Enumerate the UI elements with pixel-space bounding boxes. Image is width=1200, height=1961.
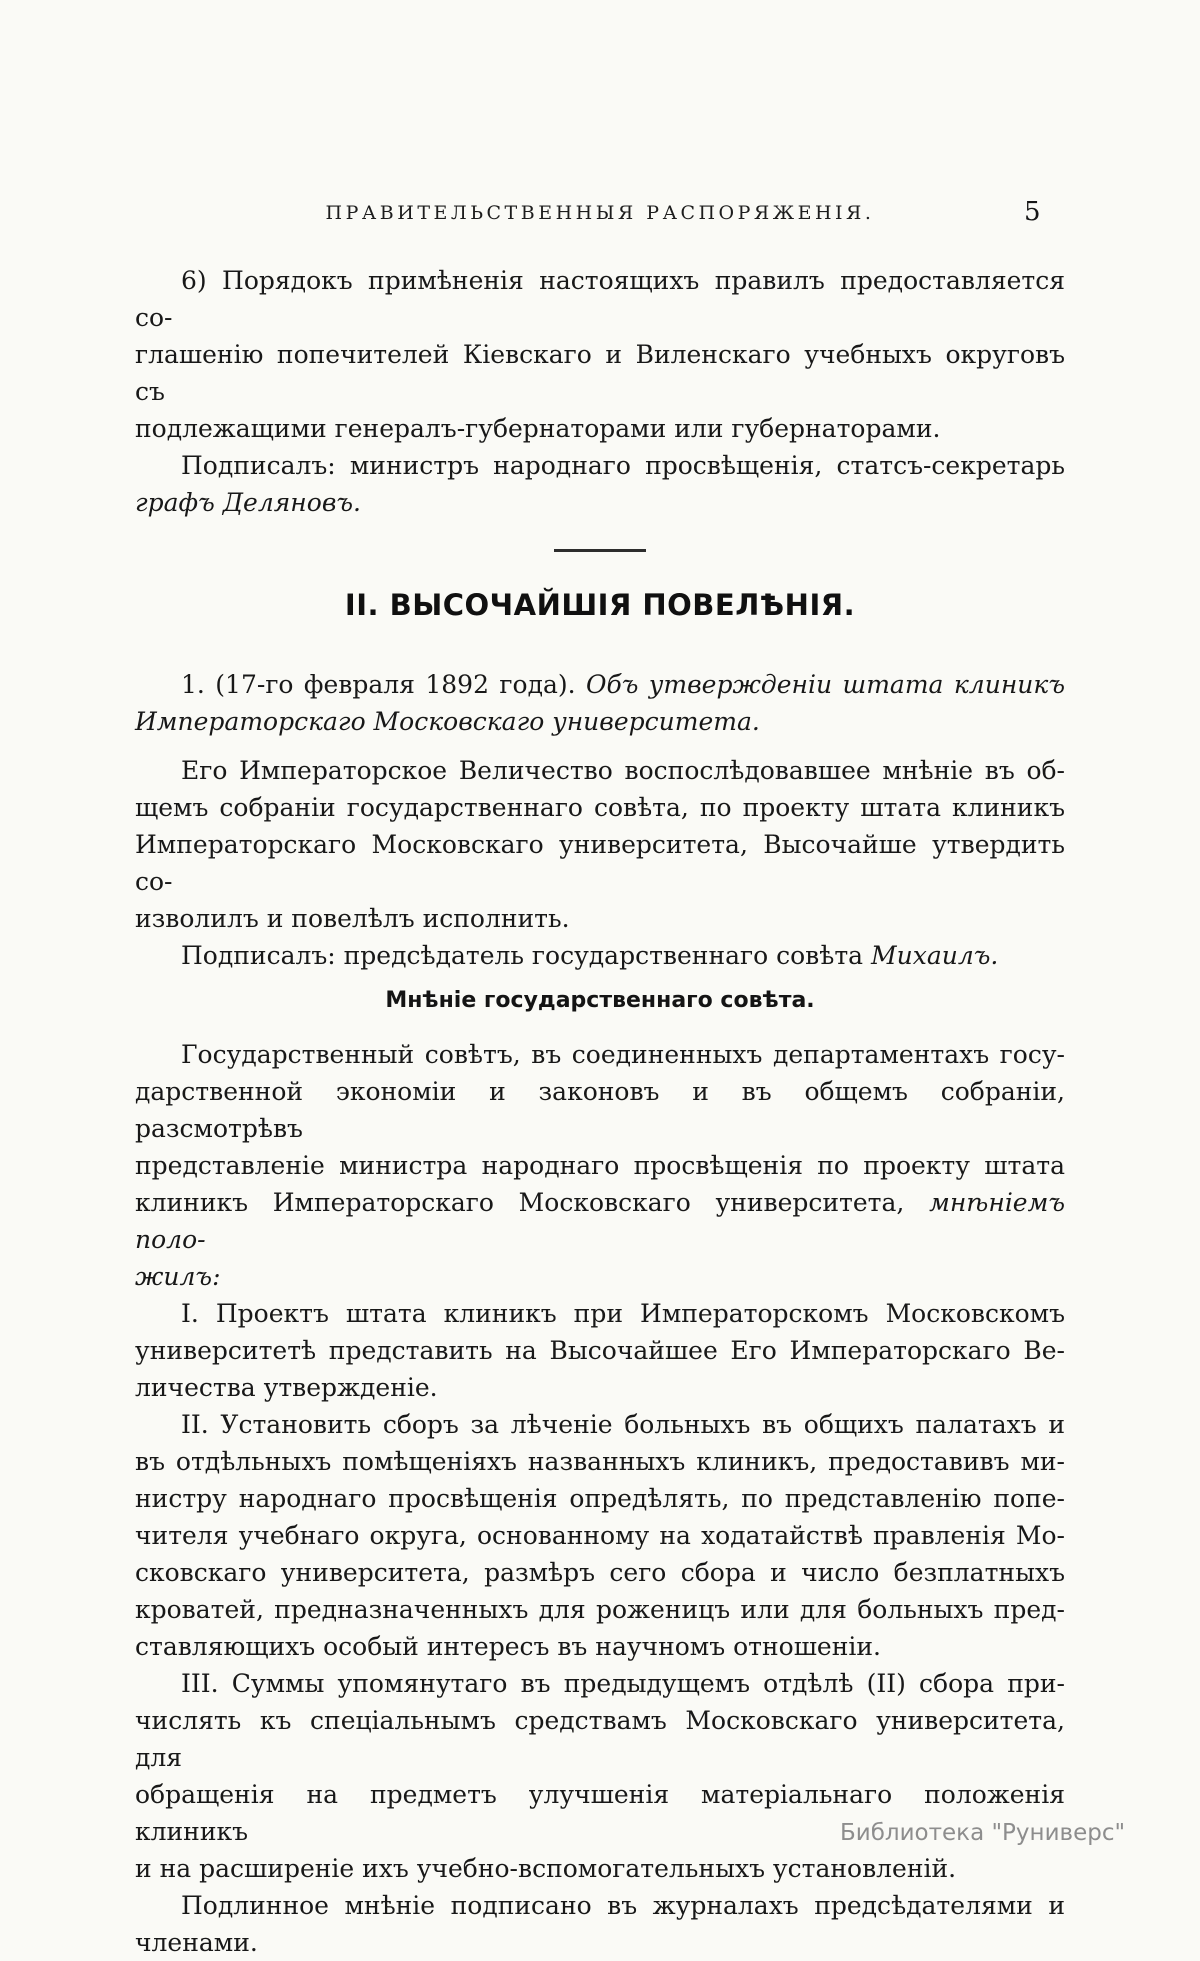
text-line xyxy=(135,447,1065,484)
text-segment: клиникъ Императорскаго Московскаго университета, xyxy=(135,1188,930,1217)
text-segment: членами. xyxy=(135,1928,258,1957)
para-imperial-will xyxy=(135,752,1065,937)
text-segment: Подлинное мнѣніе подписано въ журналахъ предсѣдателями и xyxy=(181,1891,1065,1920)
para-council-opinion xyxy=(135,1036,1065,1295)
text-line xyxy=(135,1369,1065,1406)
text-segment: Подписалъ: министръ народнаго просвѣщенія, статсъ-секретарь xyxy=(181,451,1065,480)
text-segment: въ отдѣльныхъ помѣщеніяхъ названныхъ клиникъ, предоставивъ ми- xyxy=(135,1447,1065,1476)
text-line xyxy=(135,1850,1065,1887)
text-segment: Императорскаго Московскаго университета. xyxy=(135,707,760,736)
text-segment: дарственной экономіи и законовъ и въ общемъ собраніи, разсмотрѣвъ xyxy=(135,1077,1065,1143)
text-line xyxy=(135,336,1065,410)
text-line xyxy=(135,666,1065,703)
text-segment: Государственный совѣтъ, въ соединенныхъ департаментахъ госу- xyxy=(181,1040,1065,1069)
text-line xyxy=(135,1443,1065,1480)
text-line xyxy=(135,1406,1065,1443)
text-segment: жилъ: xyxy=(135,1262,221,1291)
text-line xyxy=(135,1332,1065,1369)
text-segment: глашенію попечителей Кіевскаго и Виленскаго учебныхъ округовъ съ xyxy=(135,340,1065,406)
text-line xyxy=(135,1036,1065,1073)
para-point-iii xyxy=(135,1665,1065,1887)
text-segment: II. Установить сборъ за лѣченіе больныхъ въ общихъ палатахъ и xyxy=(181,1410,1065,1439)
running-header-title: ПРАВИТЕЛЬСТВЕННЫЯ РАСПОРЯЖЕНІЯ. xyxy=(325,202,875,224)
text-segment: сковскаго университета, размѣръ сего сбора и число безплатныхъ xyxy=(135,1558,1065,1587)
text-line xyxy=(135,1480,1065,1517)
text-segment: обращенія на предметъ улучшенія матеріальнаго положенія клиникъ xyxy=(135,1780,1065,1846)
text-line xyxy=(135,1517,1065,1554)
text-line xyxy=(135,1924,1065,1961)
text-line xyxy=(135,1665,1065,1702)
text-line xyxy=(135,752,1065,789)
text-line xyxy=(135,1887,1065,1924)
text-segment: I. Проектъ штата клиникъ при Императорскомъ Московскомъ xyxy=(181,1299,1065,1328)
text-segment: кроватей, предназначенныхъ для роженицъ или для больныхъ пред- xyxy=(135,1595,1065,1624)
text-line xyxy=(135,937,1065,974)
text-line xyxy=(135,789,1065,826)
text-line xyxy=(135,1073,1065,1147)
text-segment: 6) Порядокъ примѣненія настоящихъ правилъ предоставляется со- xyxy=(135,266,1065,332)
para-signed-chairman xyxy=(135,937,1065,974)
text-segment: изволилъ и повелѣлъ исполнить. xyxy=(135,904,570,933)
section-heading: II. ВЫСОЧАЙШІЯ ПОВЕЛѢНІЯ. xyxy=(344,588,856,622)
text-segment: личества утвержденіе. xyxy=(135,1373,438,1402)
text-segment: чителя учебнаго округа, основанному на ходатайствѣ правленія Мо- xyxy=(135,1521,1065,1550)
text-segment: и на расширеніе ихъ учебно-вспомогательныхъ установленій. xyxy=(135,1854,957,1883)
text-segment: 1. (17-го февраля 1892 года). xyxy=(181,670,587,699)
text-line xyxy=(135,1258,1065,1295)
text-segment: щемъ собраніи государственнаго совѣта, по проекту штата клиникъ xyxy=(135,793,1065,822)
text-segment: подлежащими генералъ-губернаторами или губернаторами. xyxy=(135,414,941,443)
para-signed-minister xyxy=(135,447,1065,521)
text-line xyxy=(135,1554,1065,1591)
text-segment: мнѣніемъ поло- xyxy=(135,1188,1065,1254)
text-line xyxy=(135,1702,1065,1776)
text-line xyxy=(135,1147,1065,1184)
text-line xyxy=(135,484,1065,521)
text-line xyxy=(135,410,1065,447)
opinion-subheading: Мнѣніе государственнаго совѣта. xyxy=(385,988,815,1013)
document-body xyxy=(135,262,1065,1961)
text-segment: нистру народнаго просвѣщенія опредѣлять, по представленію попе- xyxy=(135,1484,1065,1513)
text-segment: ставляющихъ особый интересъ въ научномъ отношеніи. xyxy=(135,1632,881,1661)
text-segment: III. Суммы упомянутаго въ предыдущемъ отдѣлѣ (II) сбора при- xyxy=(181,1669,1065,1698)
para-point-ii xyxy=(135,1406,1065,1665)
para-point-i xyxy=(135,1295,1065,1406)
text-line xyxy=(135,262,1065,336)
text-segment: Объ утвержденіи штата клиникъ xyxy=(586,670,1065,699)
para-decree-title xyxy=(135,666,1065,740)
text-line xyxy=(135,703,1065,740)
text-line xyxy=(135,826,1065,900)
text-segment: представленіе министра народнаго просвѣщенія по проекту штата xyxy=(135,1151,1065,1180)
text-segment: Подписалъ: предсѣдатель государственнаго совѣта xyxy=(181,941,872,970)
page-number: 5 xyxy=(1024,197,1041,227)
text-line xyxy=(135,1295,1065,1332)
section-divider xyxy=(554,549,646,552)
text-segment: Императорскаго Московскаго университета, Высочайше утвердить со- xyxy=(135,830,1065,896)
text-segment: графъ Деляновъ. xyxy=(135,488,361,517)
library-watermark: Библиотека "Руниверс" xyxy=(840,1820,1126,1846)
text-line xyxy=(135,1591,1065,1628)
para-original-opinion xyxy=(135,1887,1065,1961)
text-segment: Его Императорское Величество воспослѣдовавшее мнѣніе въ об- xyxy=(181,756,1065,785)
text-segment: числять къ спеціальнымъ средствамъ Московскаго университета, для xyxy=(135,1706,1065,1772)
text-line xyxy=(135,900,1065,937)
para-point-6 xyxy=(135,262,1065,447)
text-line xyxy=(135,1628,1065,1665)
text-line xyxy=(135,1184,1065,1258)
text-segment: университетѣ представить на Высочайшее Его Императорскаго Ве- xyxy=(135,1336,1065,1365)
text-segment: Михаилъ. xyxy=(871,941,999,970)
